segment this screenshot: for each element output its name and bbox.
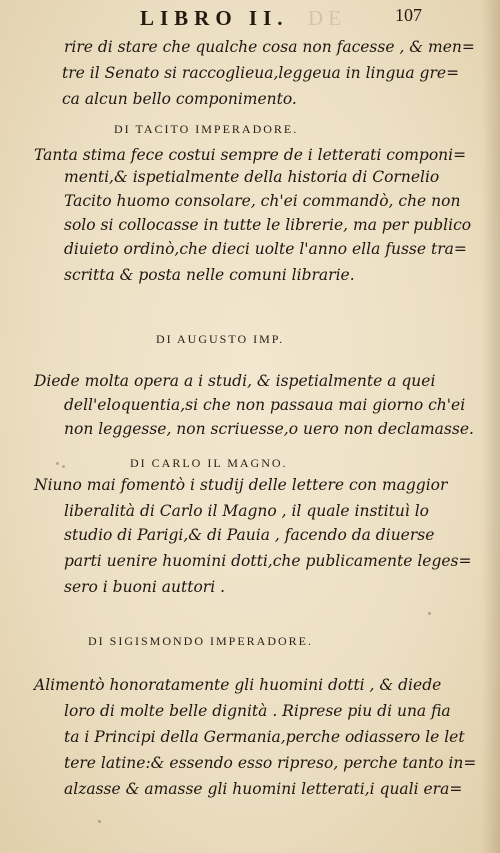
page-header xyxy=(140,4,440,34)
paper-speck xyxy=(98,820,101,823)
text-line: scritta & posta nelle comuni librarie. xyxy=(64,266,355,284)
text-line: liberalità di Carlo il Magno , il quale instituì lo xyxy=(64,502,429,520)
text-line: parti uenire huomini dotti,che publicamente leges= xyxy=(64,552,472,570)
text-line: menti,& ispetialmente della historia di Cornelio xyxy=(64,168,440,186)
paper-speck xyxy=(428,612,431,615)
show-through-decoration: DE xyxy=(308,6,346,30)
text-line: loro di molte belle dignità . Riprese piu di una fia xyxy=(64,702,451,720)
section-heading: DI CARLO IL MAGNO. xyxy=(130,456,288,470)
text-line: non leggesse, non scriuesse,o uero non declamasse. xyxy=(64,420,474,438)
text-line: ta i Principi della Germania,perche odiassero le let xyxy=(64,728,465,746)
text-line: ca alcun bello componimento. xyxy=(62,90,297,108)
text-line: tere latine:& essendo esso ripreso, perche tanto in= xyxy=(64,754,477,772)
page-number: 107 xyxy=(395,5,422,25)
running-title: LIBRO II. xyxy=(140,6,289,30)
text-line: diuieto ordinò,che dieci uolte l'anno ella fusse tra= xyxy=(64,240,467,258)
page-edge-shadow xyxy=(482,0,500,853)
text-line: Tanta stima fece costui sempre de i letterati componi= xyxy=(34,146,467,164)
paper-speck xyxy=(62,465,65,468)
paper-speck xyxy=(56,462,59,465)
section-heading: DI AUGUSTO IMP. xyxy=(156,332,285,346)
section-heading: DI SIGISMONDO IMPERADORE. xyxy=(88,634,314,648)
text-line: studio di Parigi,& di Pauia , facendo da diuerse xyxy=(64,526,435,544)
text-line: dell'eloquentia,si che non passaua mai giorno ch'ei xyxy=(64,396,466,414)
text-line: Diede molta opera a i studi, & ispetialmente a quei xyxy=(34,372,436,390)
text-line: sero i buoni auttori . xyxy=(64,578,226,596)
text-line: Alimentò honoratamente gli huomini dotti , & diede xyxy=(34,676,442,694)
text-line: Tacito huomo consolare, ch'ei commandò, che non xyxy=(64,192,461,210)
text-line: alzasse & amasse gli huomini letterati,i quali era= xyxy=(64,780,463,798)
section-heading: DI TACITO IMPERADORE. xyxy=(114,122,299,136)
text-line: tre il Senato si raccoglieua,leggeua in lingua gre= xyxy=(62,64,460,82)
text-line: Niuno mai fomentò i studij delle lettere con maggior xyxy=(34,476,448,494)
text-line: solo si collocasse in tutte le librerie, ma per publico xyxy=(64,216,472,234)
text-line: rire di stare che qualche cosa non facesse , & men= xyxy=(64,38,475,56)
